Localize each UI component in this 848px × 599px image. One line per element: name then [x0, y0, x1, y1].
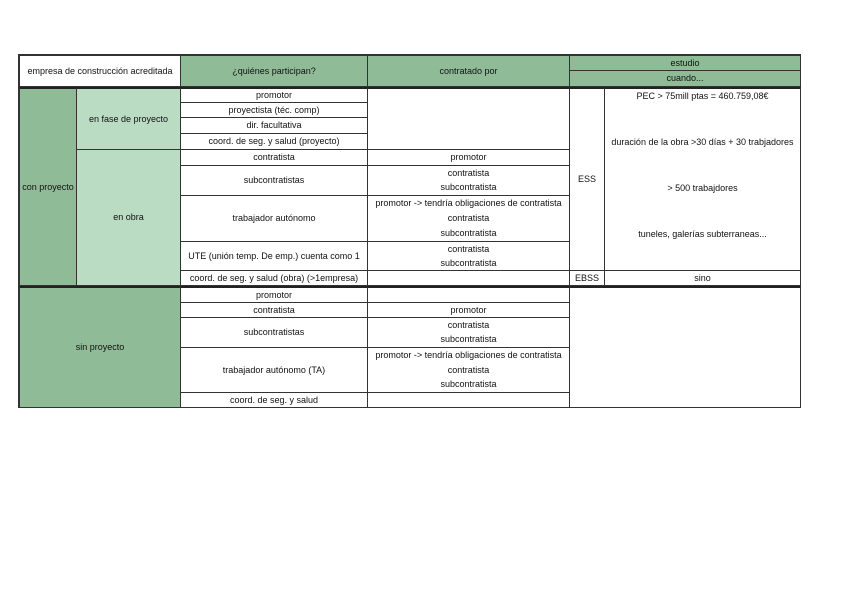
participant-subcontratistas: subcontratistas [180, 165, 368, 196]
header-empresa: empresa de construcción acreditada [19, 55, 181, 87]
sp-contratado-trabajador-ta [367, 347, 570, 393]
cuando-sino: sino [604, 270, 801, 286]
sp-participant-coord: coord. de seg. y salud [180, 392, 368, 408]
participant-dir-facultativa: dir. facultativa [180, 117, 368, 134]
contratado-text: contratista [447, 213, 490, 224]
sp-participant-promotor: promotor [180, 286, 368, 303]
contratado-text: contratista [447, 364, 490, 375]
contratado-text: contratista [447, 243, 490, 254]
header-participan: ¿quiénes participan? [180, 55, 368, 87]
participant-coord-obra: coord. de seg. y salud (obra) (>1empresa) [180, 270, 368, 286]
construction-table [18, 54, 801, 408]
contratado-subcontratistas [367, 165, 570, 196]
sin-proyecto-label: sin proyecto [19, 286, 181, 408]
fase-proyecto-label: en fase de proyecto [76, 87, 181, 150]
participant-contratista: contratista [180, 149, 368, 166]
cuando-trabajadores: > 500 trabajdores [667, 183, 738, 194]
contratado-text: contratista [447, 167, 490, 178]
participant-trabajador-autonomo: trabajador autónomo [180, 195, 368, 242]
contratado-text: subcontratista [440, 379, 497, 390]
sp-estudio-empty [569, 286, 801, 408]
contratado-contratista: promotor [367, 149, 570, 166]
sp-participant-trabajador-ta: trabajador autónomo (TA) [180, 347, 368, 393]
participant-proyectista: proyectista (téc. comp) [180, 102, 368, 118]
sp-contratado-promotor [367, 286, 570, 303]
cuando-duracion: duración de la obra >30 días + 30 trabjadores [611, 137, 794, 148]
contratado-text: subcontratista [440, 182, 497, 193]
sp-participant-contratista: contratista [180, 302, 368, 318]
sp-participant-subcontratistas: subcontratistas [180, 317, 368, 348]
header-contratado: contratado por [367, 55, 570, 87]
contratado-text: contratista [447, 319, 490, 330]
contratado-text: promotor -> tendría obligaciones de contratista [375, 349, 562, 360]
cuando-conditions [604, 87, 801, 271]
contratado-fase-proyecto [367, 87, 570, 150]
sp-contratado-coord [367, 392, 570, 408]
contratado-coord-obra [367, 270, 570, 286]
contratado-ute [367, 241, 570, 271]
sp-contratado-subcontratistas [367, 317, 570, 348]
header-estudio: estudio [569, 55, 801, 71]
cuando-pec: PEC > 75mill ptas = 460.759,08€ [636, 91, 769, 101]
participant-ute: UTE (unión temp. De emp.) cuenta como 1 [180, 241, 368, 271]
participant-coord-proyecto: coord. de seg. y salud (proyecto) [180, 133, 368, 150]
con-proyecto-label: con proyecto [19, 87, 77, 286]
contratado-text: subcontratista [440, 334, 497, 345]
en-obra-label: en obra [76, 149, 181, 286]
contratado-text: subcontratista [440, 228, 497, 239]
cuando-tuneles: tuneles, galerías subterraneas... [638, 229, 767, 240]
participant-promotor: promotor [180, 87, 368, 103]
header-cuando: cuando... [569, 70, 801, 87]
contratado-text: promotor -> tendría obligaciones de contratista [375, 198, 562, 209]
sp-contratado-contratista: promotor [367, 302, 570, 318]
contratado-text: subcontratista [440, 257, 497, 268]
estudio-ebss: EBSS [569, 270, 605, 286]
estudio-ess: ESS [569, 87, 605, 271]
contratado-trabajador-autonomo [367, 195, 570, 242]
